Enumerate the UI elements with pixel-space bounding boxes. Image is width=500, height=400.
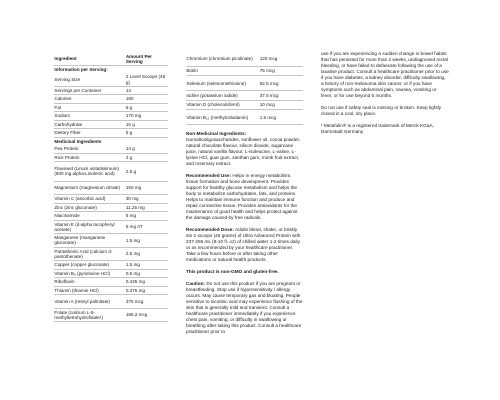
ingredient-name: Fat bbox=[54, 103, 125, 111]
ingredient-name: Pea Protein bbox=[54, 145, 125, 153]
ingredient-amount: 120 mcg bbox=[259, 52, 303, 66]
table-row bbox=[186, 100, 303, 110]
panel-middle bbox=[186, 52, 303, 341]
ingredient-name: Calories bbox=[54, 95, 125, 103]
ingredient-name: Copper (copper gluconate) bbox=[54, 261, 125, 269]
table-row bbox=[54, 103, 168, 111]
ingredient-name: Rice Protein bbox=[54, 153, 125, 161]
ingredient-amount: 37.5 mcg bbox=[259, 90, 303, 100]
non-gmo-statement: This product is non-GMO and gluten-free. bbox=[186, 268, 279, 274]
table-row bbox=[54, 73, 168, 86]
ingredient-name: Manganese (manganese gluconate) bbox=[54, 234, 125, 248]
ingredient-name: Vitamin B₁₂ (methylcobalamin) bbox=[186, 110, 259, 125]
ingredient-amount bbox=[125, 137, 168, 145]
ingredient-name: Vitamin C (ascorbic acid) bbox=[54, 195, 125, 203]
ingredient-name: Ingredient bbox=[54, 53, 125, 65]
ingredient-name: Information per Serving: bbox=[54, 66, 108, 72]
ingredient-amount: Amount Per Serving bbox=[125, 53, 168, 65]
ingredient-amount: 75 mcg bbox=[259, 66, 303, 76]
recommended-dose-paragraph bbox=[186, 227, 303, 263]
ingredient-amount: 5 mg AT bbox=[125, 220, 168, 234]
table-row bbox=[186, 90, 303, 100]
trademark-note: ¹ Metafolin® is a registered trademark of Merck KGaA, Darmstadt Germany bbox=[321, 123, 434, 134]
ingredient-amount: 0.375 mg bbox=[125, 286, 168, 294]
ingredient-amount: 3 g bbox=[125, 153, 168, 161]
ingredient-name: Zinc (zinc gluconate) bbox=[54, 203, 125, 211]
ingredient-name: Vitamin E (d-alpha tocopheryl acetate) bbox=[54, 220, 125, 234]
ingredient-amount: 2 Level Scoops (46 g) bbox=[125, 73, 168, 86]
table-row bbox=[54, 112, 168, 120]
ingredient-amount: 1.5 mg bbox=[125, 261, 168, 269]
non-medicinal-label: Non-Medicinal Ingredients: bbox=[186, 130, 247, 136]
ingredient-amount: 185.2 mcg bbox=[125, 308, 168, 322]
ingredient-amount: 375 mcg bbox=[125, 295, 168, 309]
ingredient-name: Riboflavin bbox=[54, 278, 125, 286]
ingredient-amount: 30 mg bbox=[125, 195, 168, 203]
table-row bbox=[186, 66, 303, 76]
table-row bbox=[186, 76, 303, 91]
ingredient-amount: 180 bbox=[125, 95, 168, 103]
ingredient-name: Biotin bbox=[186, 66, 259, 76]
ingredient-amount: 0.425 mg bbox=[125, 278, 168, 286]
table-row bbox=[54, 278, 168, 286]
ingredient-amount: 2.5 g bbox=[125, 162, 168, 182]
table-row bbox=[54, 86, 168, 94]
ingredient-amount: 170 mg bbox=[125, 112, 168, 120]
storage-instructions: Do not use if safety seal is missing or broken. Keep tightly closed in a cool, dry place. bbox=[321, 105, 442, 116]
ingredient-amount: 14 g bbox=[125, 145, 168, 153]
ingredient-name: Niacinamide bbox=[54, 212, 125, 220]
caution-label: Caution: bbox=[186, 280, 206, 286]
section-heading bbox=[54, 65, 168, 73]
ingredient-name: Folate (calcium L-5-methyltetrahydrofolate¹) bbox=[54, 308, 125, 322]
table-row bbox=[54, 269, 168, 277]
ingredient-amount: 11.25 mg bbox=[125, 203, 168, 211]
caution-text: Do not use this product if you are pregnant or breastfeeding. Stop use if hypersensitivity / allergy occurs. May cause temporary gas and bloating. People sensitive to nicotinic acid may experience flushing of the skin that is generally mild and transient. Consult a healthcare practitioner immediately if you experience chest pain, vomiting, or difficulty in swallowing or breathing after taking this product. Consult a healthcare practitioner prior to bbox=[186, 280, 303, 334]
ingredient-amount: 5 g bbox=[125, 129, 168, 137]
table-header bbox=[54, 53, 168, 65]
ingredient-amount: 5 mg bbox=[125, 212, 168, 220]
ingredient-amount: 6 g bbox=[125, 103, 168, 111]
ingredient-name: Vitamin B₆ (pyridoxine HCl) bbox=[54, 269, 125, 277]
ingredient-name: Magnesium (magnesium citrate) bbox=[54, 181, 125, 195]
table-row bbox=[54, 162, 168, 182]
table-row bbox=[54, 220, 168, 234]
recommended-use-label: Recommended Use: bbox=[186, 172, 232, 178]
recommended-use-text: Helps in energy metabolism, tissue formation and bone development. Provides support for healthy glucose metabolism and helps the body to metabolize carbohydrates, fats, and proteins. Helps to maintain immune function and produce and repair connective tissue. Provides antioxidants for the maintenance of good health and helps protect against the damage caused by free radicals. bbox=[186, 172, 298, 220]
non-medicinal-text: Isomaltooligosaccharides, sunflower oil, cocoa powder, natural chocolate flavour, silicon dioxide, sugarcane juice, natural vanilla flavour, L-isoleucine, L-valine, L-lysine HCl, guar gum, xanthan gum, monk fruit extract, and rosemary extract. bbox=[186, 136, 301, 166]
table-row bbox=[54, 145, 168, 153]
caution-continued: use if you are experiencing a sudden change in bowel habits that has persisted for more than 2 weeks, undiagnosed rectal bleeding, or have failed to defaecate following the use of a laxative product. Consult a healthcare practitioner prior to use if you have diabetes, a kidney disorder, difficulty swallowing, a history of non-melanoma skin cancer, or if you have symptoms such as abdominal pain, nausea, vomiting or fever, or for use beyond 6 months. bbox=[321, 51, 449, 98]
ingredient-name: Carbohydrate bbox=[54, 120, 125, 128]
table-row bbox=[186, 52, 303, 66]
table-row bbox=[54, 295, 168, 309]
ingredient-name: Vitamin A (retinyl palmitate) bbox=[54, 295, 125, 309]
ingredient-name: Serving Size bbox=[54, 73, 125, 86]
table-row bbox=[54, 308, 168, 322]
ingredient-name: Sodium bbox=[54, 112, 125, 120]
recommended-dose-label: Recommended Dose: bbox=[186, 226, 234, 232]
table-row bbox=[54, 234, 168, 248]
ingredient-amount: 14 bbox=[125, 86, 168, 94]
table-row bbox=[54, 212, 168, 220]
ingredient-amount: 0.5 mg bbox=[125, 269, 168, 277]
ingredients-table bbox=[54, 53, 168, 322]
panel-right bbox=[321, 51, 449, 141]
caution-paragraph bbox=[186, 281, 303, 335]
table-row bbox=[54, 129, 168, 137]
ingredient-name: Chromium (chromium picolinate) bbox=[186, 52, 259, 66]
ingredient-amount bbox=[125, 65, 168, 73]
ingredient-amount: 150 mg bbox=[125, 181, 168, 195]
table-row bbox=[54, 120, 168, 128]
ingredient-name: Iodine (potassium iodide) bbox=[186, 90, 259, 100]
table-row bbox=[54, 181, 168, 195]
non-medicinal-paragraph bbox=[186, 131, 303, 167]
ingredient-name: Medicinal Ingredients bbox=[54, 138, 102, 144]
ingredient-name: Thiamin (thiamin HCl) bbox=[54, 286, 125, 294]
ingredient-amount: 52.5 mcg bbox=[259, 76, 303, 91]
table-row bbox=[54, 286, 168, 294]
recommended-dose-text: Adults blend, shake, or briskly stir 2 scoops (46 grams) of Ultra Advanced Protein with 237-296 mL (8-10 fl. oz) of chilled water 1-2 times daily or as recommended by your healthcare practitioner. Take a few hours before or after taking other medications or natural health products. bbox=[186, 226, 301, 262]
supplement-facts-panel bbox=[54, 53, 168, 322]
recommended-use-paragraph bbox=[186, 173, 303, 221]
table-row bbox=[186, 110, 303, 125]
ingredient-name: Flaxseed (Linum usitatissimum) (500 mg alpha-Linolenic acid) bbox=[54, 162, 125, 182]
ingredient-name: Dietary Fiber bbox=[54, 129, 125, 137]
ingredient-amount: 10 mcg bbox=[259, 100, 303, 110]
ingredient-amount: 1.5 mg bbox=[125, 234, 168, 248]
ingredient-name: Vitamin D (cholecalciferol) bbox=[186, 100, 259, 110]
table-row bbox=[54, 195, 168, 203]
ingredient-name: Selenium (selenomethionine) bbox=[186, 76, 259, 91]
ingredient-amount: 1.5 mcg bbox=[259, 110, 303, 125]
table-row bbox=[54, 247, 168, 261]
table-row bbox=[54, 261, 168, 269]
ingredient-amount: 2.5 mg bbox=[125, 247, 168, 261]
ingredient-amount: 15 g bbox=[125, 120, 168, 128]
section-heading bbox=[54, 137, 168, 145]
table-row bbox=[54, 203, 168, 211]
table-row bbox=[54, 153, 168, 161]
ingredient-name: Servings per Container bbox=[54, 86, 125, 94]
table-row bbox=[54, 95, 168, 103]
ingredient-name: Pantothenic Acid (calcium d-pantothenate) bbox=[54, 247, 125, 261]
ingredients-table-continued bbox=[186, 52, 303, 125]
